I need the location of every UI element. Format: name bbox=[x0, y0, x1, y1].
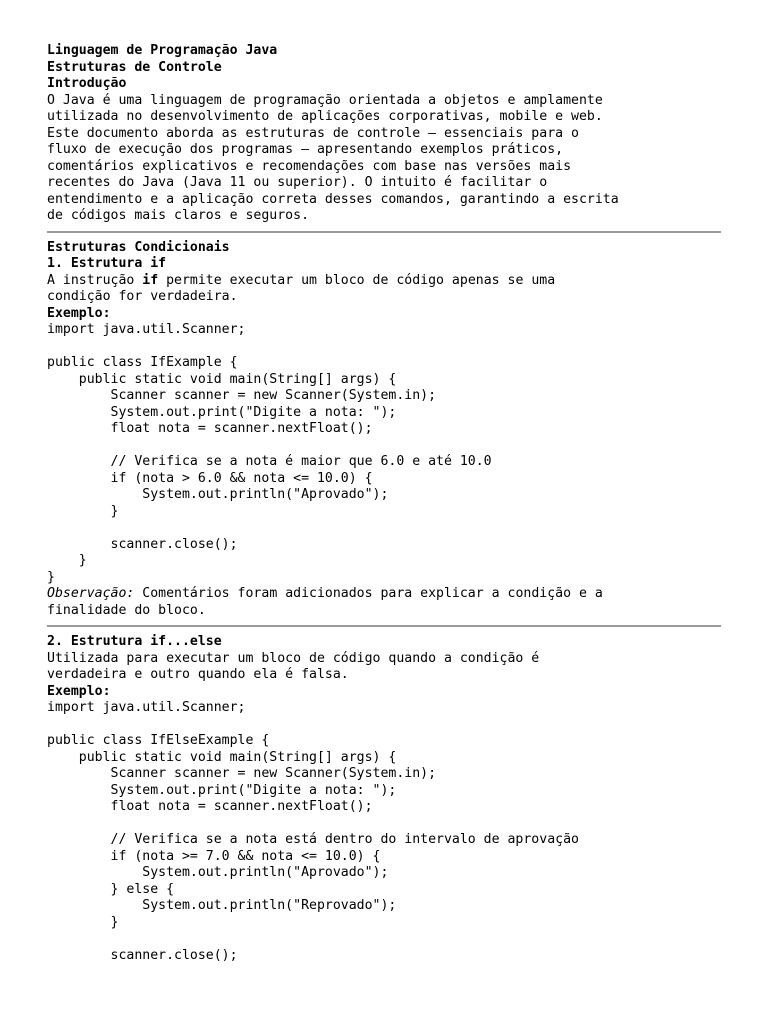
if-desc-prefix: A instrução bbox=[47, 272, 143, 288]
document-subtitle: Estruturas de Controle bbox=[47, 59, 222, 75]
intro-line: O Java é uma linguagem de programação orientada a objetos e amplamente bbox=[47, 92, 603, 108]
intro-line: comentários explicativos e recomendações com base nas versões mais bbox=[47, 158, 572, 174]
intro-line: de códigos mais claros e seguros. bbox=[47, 208, 310, 223]
if-else-example-label: Exemplo: bbox=[47, 683, 111, 699]
conditional-heading: Estruturas Condicionais bbox=[47, 239, 230, 255]
intro-line: entendimento e a aplicação correta desses comandos, garantindo a escrita bbox=[47, 191, 619, 207]
if-note-line2: finalidade do bloco. bbox=[47, 602, 206, 618]
intro-line: fluxo de execução dos programas – apresentando exemplos práticos, bbox=[47, 142, 564, 157]
intro-line: Este documento aborda as estruturas de controle – essenciais para o bbox=[47, 125, 579, 141]
if-desc-suffix: permite executar um bloco de código apenas se uma bbox=[158, 272, 556, 288]
document-title: Linguagem de Programação Java bbox=[47, 43, 278, 58]
intro-line: utilizada no desenvolvimento de aplicações corporativas, mobile e web. bbox=[47, 109, 603, 124]
section-divider bbox=[47, 231, 721, 233]
if-note-label: Observação: bbox=[47, 586, 135, 601]
if-else-description-line2: verdadeira e outro quando ela é falsa. bbox=[47, 667, 349, 682]
section-divider bbox=[47, 625, 721, 627]
if-code-block: import java.util.Scanner; public class IfExample { public static void main(String[] args) { Scanner scanner = new Scanner(System.in); System.out.print("Digite a nota: "); float nota = scanner.nextFloat(); // Verifica se a nota é maior que 6.0 e até 10.0 if (nota > 6.0 && nota <= 10.0) { System.out.println("Aprovado"); } scanner.close(); } } bbox=[47, 322, 492, 585]
if-else-description: Utilizada para executar um bloco de código quando a condição é bbox=[47, 650, 540, 666]
intro-heading: Introdução bbox=[47, 76, 127, 91]
if-note bbox=[47, 586, 727, 603]
if-description-line2: condição for verdadeira. bbox=[47, 289, 238, 304]
intro-line: recentes do Java (Java 11 ou superior). O intuito é facilitar o bbox=[47, 175, 548, 190]
intro-paragraph bbox=[47, 93, 727, 225]
if-heading: 1. Estrutura if bbox=[47, 256, 167, 271]
if-description bbox=[47, 273, 727, 290]
if-example-label: Exemplo: bbox=[47, 305, 111, 321]
if-else-code-block: import java.util.Scanner; public class IfElseExample { public static void main(String[] args) { Scanner scanner = new Scanner(System.in); System.out.print("Digite a nota: "); float nota = scanner.nextFloat(); // Verifica se a nota está dentro do intervalo de aprovação if (nota >= 7.0 && nota <= 10.0) { System.out.println("Aprovado"); } else { System.out.println("Reprovado"); } scanner.close(); bbox=[47, 700, 579, 963]
if-else-heading: 2. Estrutura if...else bbox=[47, 634, 222, 649]
if-keyword: if bbox=[142, 272, 159, 288]
if-note-text: Comentários foram adicionados para explicar a condição e a bbox=[134, 586, 603, 601]
document-page bbox=[47, 43, 727, 964]
